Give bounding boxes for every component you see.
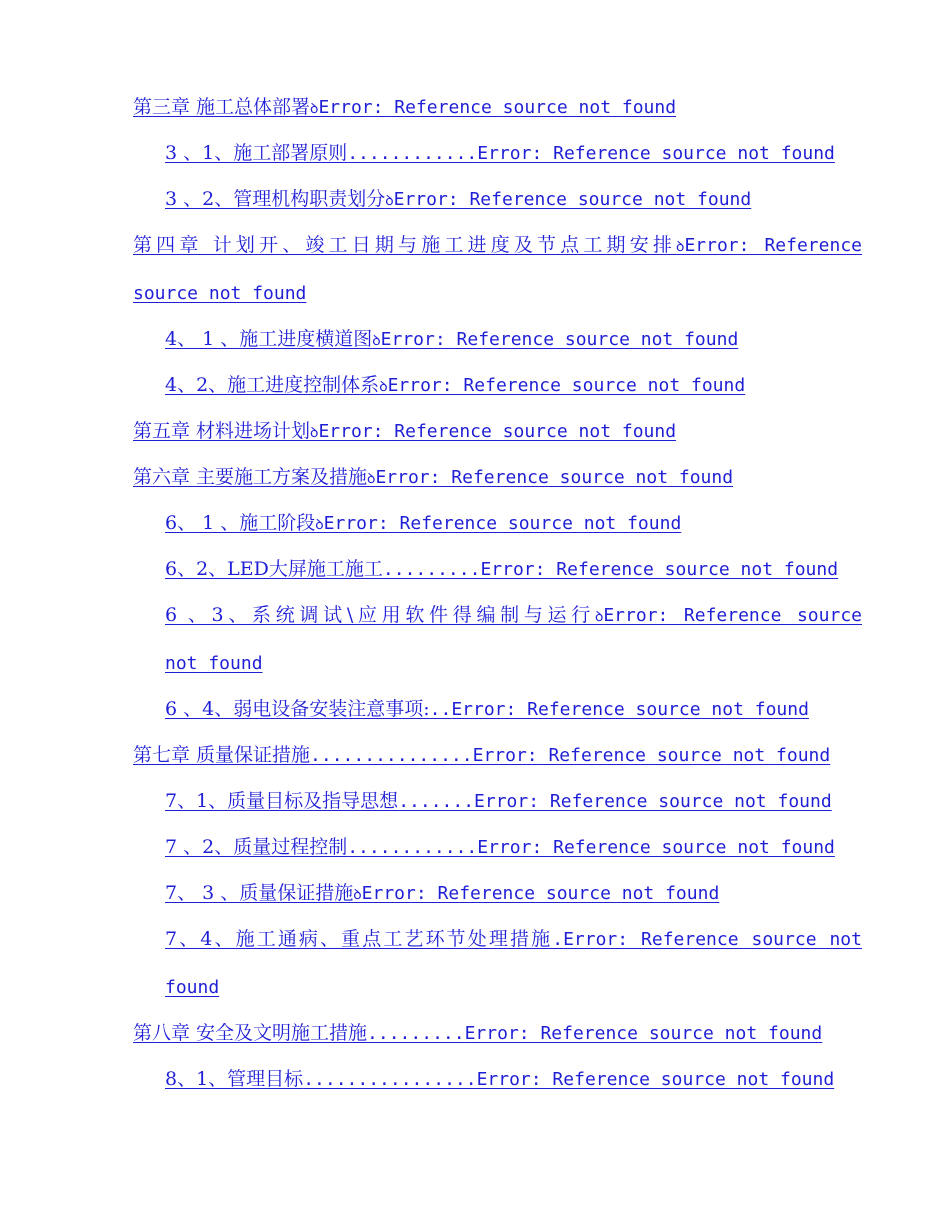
toc-entry-link[interactable] [133, 234, 862, 256]
toc-entry-link[interactable] [165, 374, 745, 396]
field-marker-icon: ꝺ [676, 239, 685, 255]
toc-page-ref-error: Error: Reference source not [563, 929, 862, 950]
toc-entry[interactable] [133, 598, 862, 646]
toc-entry-title: 7、1、质量目标及指导思想 [165, 790, 399, 812]
toc-entry[interactable] [133, 506, 862, 552]
field-marker-icon: ꝺ [594, 609, 604, 625]
toc-page-ref-error: Error: Reference source not found [477, 837, 835, 858]
toc-entry-title: 7 、2、质量过程控制 [165, 836, 348, 858]
toc-page-ref-error[interactable]: source not found [133, 283, 307, 304]
toc-entry-link[interactable] [133, 420, 676, 442]
toc-entry[interactable] [133, 738, 862, 784]
toc-entry[interactable] [133, 552, 862, 598]
toc-leader-dots: ............ [347, 143, 478, 164]
toc-entry-title: 7、4、施工通病、重点工艺环节处理措施 [165, 928, 553, 950]
toc-page-ref-error: Error: Reference source not found [380, 329, 739, 350]
toc-page-ref-error: Error: Reference source not found [375, 467, 734, 488]
toc-leader-dots: ......... [382, 559, 481, 580]
field-marker-icon: ꝺ [367, 471, 376, 487]
toc-entry[interactable] [133, 1062, 862, 1108]
toc-page-ref-error: Error: Reference source not found [318, 97, 677, 118]
toc-entry[interactable] [133, 830, 862, 876]
field-marker-icon: ꝺ [310, 101, 319, 117]
toc-page-ref-error: Error: Reference source not found [480, 559, 839, 580]
toc-page-ref-error: Error: Reference source not found [323, 513, 682, 534]
toc-entry-title: 第七章 质量保证措施 [133, 744, 311, 766]
field-marker-icon: ꝺ [315, 517, 324, 533]
toc-page-ref-error: Error: Reference source not found [472, 745, 831, 766]
field-marker-icon: ꝺ [385, 193, 394, 209]
toc-entry[interactable] [133, 322, 862, 368]
toc-entry-continuation[interactable] [133, 970, 862, 1016]
field-marker-icon: ꝺ [372, 333, 381, 349]
toc-entry[interactable] [133, 1016, 862, 1062]
toc-entry-link[interactable] [165, 836, 835, 858]
toc-entry-link[interactable] [165, 188, 751, 210]
toc-entry[interactable] [133, 228, 862, 276]
toc-entry-title: 第三章 施工总体部署 [133, 96, 311, 118]
toc-entry-link[interactable] [165, 1068, 834, 1090]
toc-leader-dots: ......... [367, 1023, 465, 1044]
field-marker-icon: ꝺ [353, 887, 362, 903]
toc-entry-title: 4、2、施工进度控制体系 [165, 374, 380, 396]
field-marker-icon: ꝺ [379, 379, 388, 395]
toc-page-ref-error[interactable]: not found [165, 653, 263, 674]
toc-entry-link[interactable] [165, 698, 809, 720]
toc-entry-title: 第五章 材料进场计划 [133, 420, 311, 442]
field-marker-icon: ꝺ [310, 425, 319, 441]
toc-entry-link[interactable] [133, 744, 830, 766]
toc-entry-link[interactable] [165, 142, 835, 164]
toc-page-ref-error[interactable]: found [165, 977, 220, 998]
toc-entry-link[interactable] [165, 882, 719, 904]
toc-entry[interactable] [133, 136, 862, 182]
toc-entry-title: 3 、1、施工部署原则 [165, 142, 348, 164]
toc-leader-dots: . [552, 929, 564, 950]
toc-entry-title: 7、 3 、质量保证措施 [165, 882, 354, 904]
toc-leader-dots: ....... [398, 791, 475, 812]
toc-entry-link[interactable] [165, 928, 862, 950]
toc-entry-title: 6 、3、系统调试\应用软件得编制与运行 [165, 604, 595, 626]
table-of-contents [133, 90, 862, 1108]
toc-page-ref-error: Error: Reference source not found [361, 883, 720, 904]
toc-entry[interactable] [133, 182, 862, 228]
toc-page-ref-error: Error: Reference source not found [393, 189, 752, 210]
toc-entry-title: 3 、2、管理机构职责划分 [165, 188, 386, 210]
toc-page-ref-error: Error: Reference source not found [474, 791, 832, 812]
toc-page-ref-error: Error: Reference source not found [476, 1069, 835, 1090]
toc-leader-dots: ................ [303, 1069, 477, 1090]
toc-entry-title: 6、 1 、施工阶段 [165, 512, 316, 534]
toc-leader-dots: ............... [310, 745, 473, 766]
toc-entry[interactable] [133, 368, 862, 414]
toc-page-ref-error: Error: Reference source [603, 605, 862, 626]
toc-entry-continuation[interactable] [133, 646, 862, 692]
toc-entry-title: 第四章 计划开、竣工日期与施工进度及节点工期安排 [133, 234, 677, 256]
toc-entry[interactable] [133, 922, 862, 970]
toc-leader-dots: ............ [347, 837, 478, 858]
toc-entry-title: 第六章 主要施工方案及措施 [133, 466, 368, 488]
toc-entry[interactable] [133, 784, 862, 830]
toc-entry[interactable] [133, 876, 862, 922]
toc-entry-title: 6、2、LED大屏施工施工 [165, 558, 383, 580]
toc-entry-title: 4、 1 、施工进度横道图 [165, 328, 373, 350]
toc-entry[interactable] [133, 414, 862, 460]
toc-entry-link[interactable] [165, 790, 832, 812]
toc-entry-continuation[interactable] [133, 276, 862, 322]
toc-entry-title: 第八章 安全及文明施工措施 [133, 1022, 368, 1044]
toc-entry[interactable] [133, 90, 862, 136]
toc-page-ref-error: Error: Reference source not found [318, 421, 677, 442]
toc-entry-link[interactable] [165, 328, 738, 350]
toc-entry-link[interactable] [133, 1022, 822, 1044]
toc-page-ref-error: Error: Reference source not found [464, 1023, 823, 1044]
toc-entry-title: 6 、4、弱电设备安装注意事项: [165, 698, 430, 720]
toc-entry-link[interactable] [133, 96, 676, 118]
toc-entry-title: 8、1、管理目标 [165, 1068, 304, 1090]
toc-page-ref-error: Error: Reference source not found [451, 699, 809, 720]
toc-entry-link[interactable] [165, 558, 838, 580]
toc-page-ref-error: Error: Reference source not found [477, 143, 835, 164]
toc-entry-link[interactable] [165, 512, 681, 534]
toc-entry[interactable] [133, 692, 862, 738]
toc-leader-dots: .. [429, 699, 452, 720]
toc-page-ref-error: Error: Reference source not found [387, 375, 746, 396]
toc-page-ref-error: Error: Reference [684, 235, 862, 256]
toc-entry-link[interactable] [133, 466, 733, 488]
toc-entry[interactable] [133, 460, 862, 506]
toc-entry-link[interactable] [165, 604, 862, 626]
